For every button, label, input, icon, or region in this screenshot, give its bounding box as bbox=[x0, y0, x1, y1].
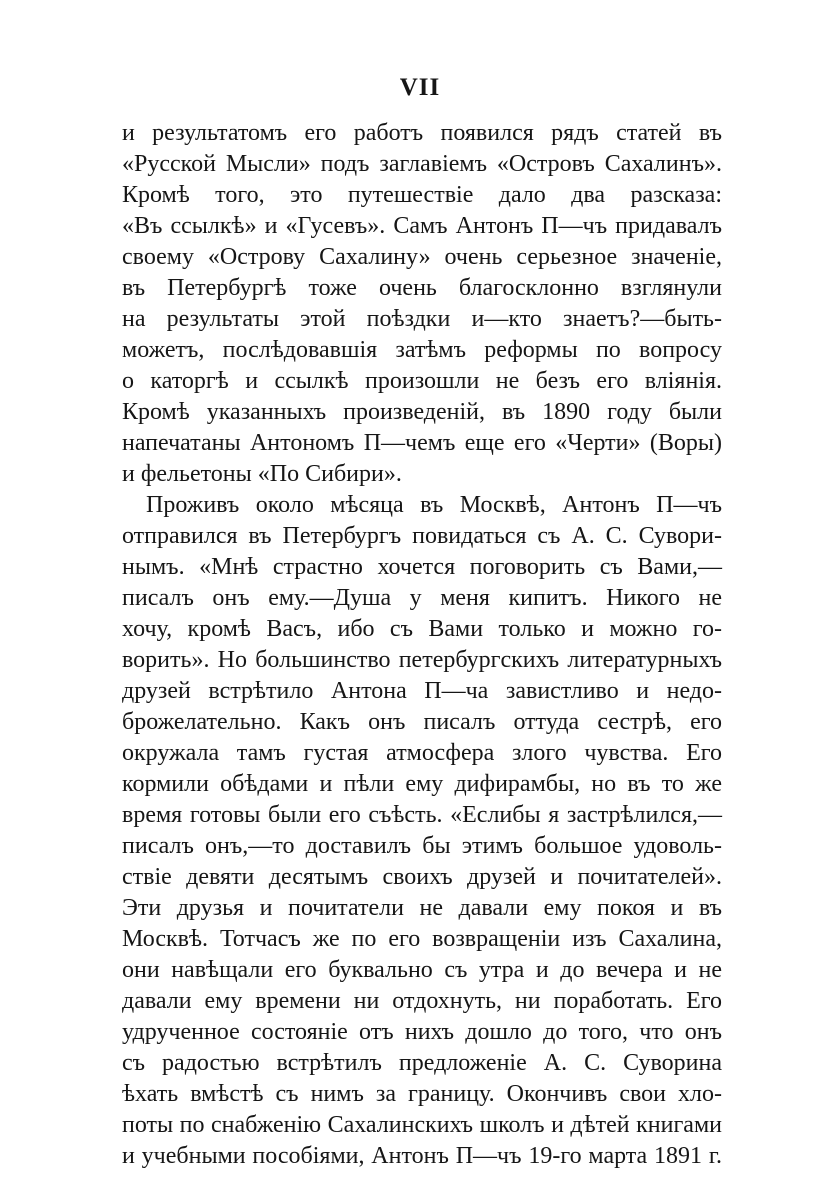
text-line: напечатаны Антономъ П—чемъ еще его «Черти» (Воры) bbox=[122, 430, 722, 456]
text-line: на результаты этой поѣздки и—кто знаетъ?—быть- bbox=[122, 306, 722, 332]
text-line: они навѣщали его буквально съ утра и до вечера и не bbox=[122, 957, 722, 983]
text-line: ѣхать вмѣстѣ съ нимъ за границу. Окончивъ свои хло- bbox=[122, 1081, 722, 1107]
text-line: съ радостью встрѣтилъ предложеніе А. С. Суворина bbox=[122, 1050, 722, 1076]
text-line: нымъ. «Мнѣ страстно хочется поговорить съ Вами,— bbox=[122, 554, 722, 580]
text-line: Кромѣ указанныхъ произведеній, въ 1890 году были bbox=[122, 399, 722, 425]
text-line: писалъ онъ,—то доставилъ бы этимъ большое удоволь- bbox=[122, 833, 722, 859]
text-line: ворить». Но большинство петербургскихъ литературныхъ bbox=[122, 647, 722, 673]
text-line: «Русской Мысли» подъ заглавіемъ «Островъ Сахалинъ». bbox=[122, 151, 722, 177]
text-line: окружала тамъ густая атмосфера злого чувства. Его bbox=[122, 740, 722, 766]
text-line: и учебными пособіями, Антонъ П—чъ 19-го марта 1891 г. bbox=[122, 1143, 722, 1169]
text-line: и результатомъ его работъ появился рядъ статей въ bbox=[122, 120, 722, 146]
text-line: давали ему времени ни отдохнуть, ни поработать. Его bbox=[122, 988, 722, 1014]
text-line: въ Петербургѣ тоже очень благосклонно взглянули bbox=[122, 275, 722, 301]
text-line: о каторгѣ и ссылкѣ произошли не безъ его вліянія. bbox=[122, 368, 722, 394]
text-line: брожелательно. Какъ онъ писалъ оттуда сестрѣ, его bbox=[122, 709, 722, 735]
text-line: Кромѣ того, это путешествіе дало два разсказа: bbox=[122, 182, 722, 208]
text-line: поты по снабженію Сахалинскихъ школъ и дѣтей книгами bbox=[122, 1112, 722, 1138]
text-line: удрученное состояніе отъ нихъ дошло до того, что онъ bbox=[122, 1019, 722, 1045]
text-line: «Въ ссылкѣ» и «Гусевъ». Самъ Антонъ П—чъ придавалъ bbox=[122, 213, 722, 239]
text-line: время готовы были его съѣсть. «Еслибы я застрѣлился,— bbox=[122, 802, 722, 828]
text-line: Москвѣ. Тотчасъ же по его возвращеніи изъ Сахалина, bbox=[122, 926, 722, 952]
text-line: кормили обѣдами и пѣли ему дифирамбы, но въ то же bbox=[122, 771, 722, 797]
text-line: друзей встрѣтило Антона П—ча завистливо и недо- bbox=[122, 678, 722, 704]
paragraph-last-line: и фельетоны «По Сибири». bbox=[122, 461, 402, 487]
paragraph-first-line: Проживъ около мѣсяца въ Москвѣ, Антонъ П—чъ bbox=[146, 492, 722, 518]
text-line: Эти друзья и почитатели не давали ему покоя и въ bbox=[122, 895, 722, 921]
page-number: VII bbox=[399, 74, 441, 101]
text-line: писалъ онъ ему.—Душа у меня кипитъ. Никого не bbox=[122, 585, 722, 611]
text-line: хочу, кромѣ Васъ, ибо съ Вами только и можно го- bbox=[122, 616, 722, 642]
body-text bbox=[122, 118, 722, 1172]
text-line: ствіе девяти десятымъ своихъ друзей и почитателей». bbox=[122, 864, 722, 890]
text-line: отправился въ Петербургъ повидаться съ А. С. Сувори- bbox=[122, 523, 722, 549]
text-line: своему «Острову Сахалину» очень серьезное значеніе, bbox=[122, 244, 722, 270]
text-line: можетъ, послѣдовавшія затѣмъ реформы по вопросу bbox=[122, 337, 722, 363]
